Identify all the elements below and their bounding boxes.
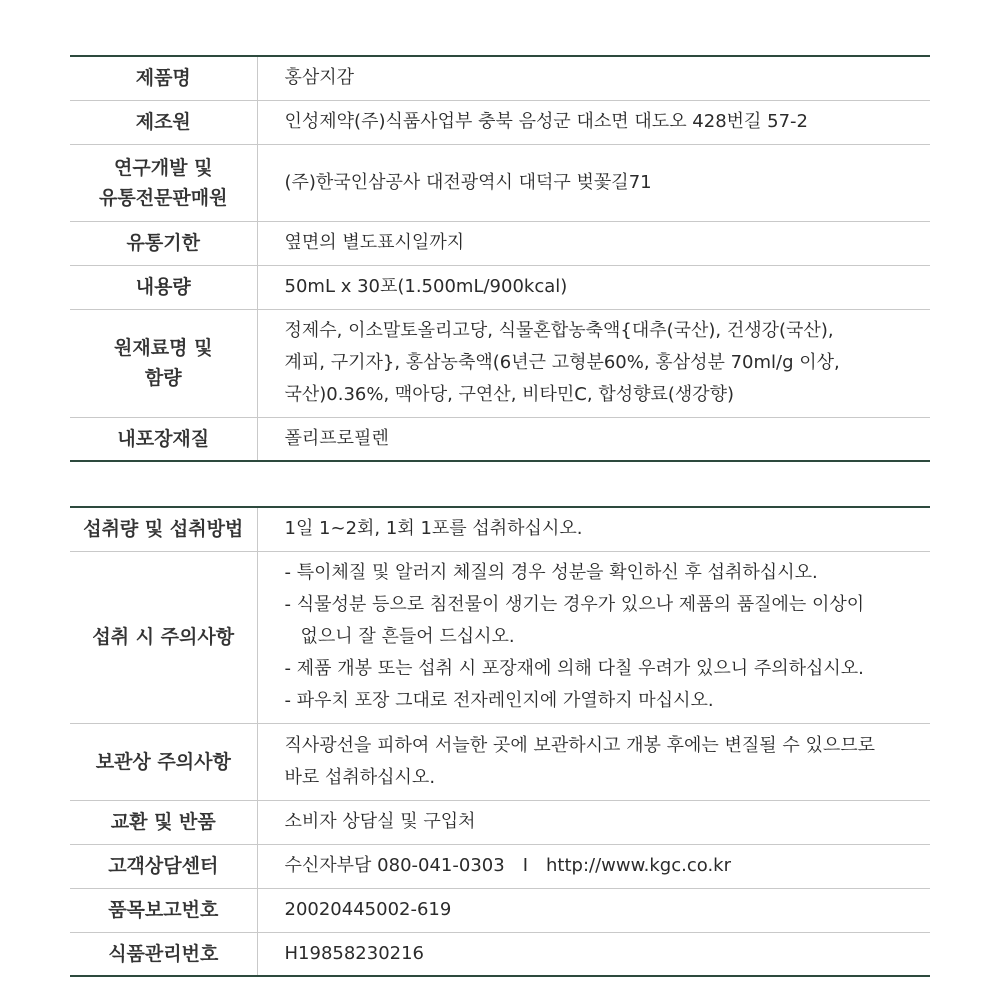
row-label: 제조원 [70,100,257,144]
row-value: (주)한국인삼공사 대전광역시 대덕구 벚꽃길71 [257,144,930,221]
intake-info-table [70,506,930,977]
row-label: 교환 및 반품 [70,800,257,844]
caution-list [257,551,930,723]
table-row [70,800,930,844]
row-label: 섭취 시 주의사항 [70,551,257,723]
row-value: 옆면의 별도표시일까지 [257,221,930,265]
phone-number: 수신자부담 080-041-0303 [284,855,505,876]
row-label: 품목보고번호 [70,888,257,932]
list-item: - 파우치 포장 그대로 전자레인지에 가열하지 마십시오. [284,690,714,711]
row-value: 50mL x 30포(1.500mL/900kcal) [257,265,930,309]
row-label: 식품관리번호 [70,932,257,976]
row-value: 소비자 상담실 및 구입처 [257,800,930,844]
row-label: 보관상 주의사항 [70,723,257,800]
row-value: H19858230216 [257,932,930,976]
row-value [257,844,930,888]
table-row [70,888,930,932]
table-row [70,265,930,309]
table-row [70,56,930,100]
table-row [70,144,930,221]
row-value: 인성제약(주)식품사업부 충북 음성군 대소면 대도오 428번길 57-2 [257,100,930,144]
row-value: 20020445002-619 [257,888,930,932]
row-label: 제품명 [70,56,257,100]
list-item: - 제품 개봉 또는 섭취 시 포장재에 의해 다칠 우려가 있으니 주의하십시오. [284,658,864,679]
table-row [70,932,930,976]
row-label: 섭취량 및 섭취방법 [70,507,257,551]
table-row [70,417,930,461]
row-value: 폴리프로필렌 [257,417,930,461]
table-row [70,507,930,551]
row-label: 유통기한 [70,221,257,265]
table-row [70,309,930,417]
row-label: 원재료명 및 함량 [70,309,257,417]
row-label: 고객상담센터 [70,844,257,888]
table-row [70,551,930,723]
row-label: 연구개발 및 유통전문판매원 [70,144,257,221]
table-row [70,100,930,144]
row-value: 1일 1~2회, 1회 1포를 섭취하십시오. [284,518,583,540]
row-value: 직사광선을 피하여 서늘한 곳에 보관하시고 개봉 후에는 변질될 수 있으므로 바로 섭취하십시오. [257,723,930,800]
row-label: 내용량 [70,265,257,309]
table-row [70,723,930,800]
product-info-table [70,55,930,462]
website-link[interactable]: http://www.kgc.co.kr [546,855,731,876]
table-row [70,221,930,265]
row-label: 내포장재질 [70,417,257,461]
row-value: 홍삼지감 [284,67,355,89]
list-item: - 식물성분 등으로 침전물이 생기는 경우가 있으나 제품의 품질에는 이상이 없으니 잘 흔들어 드십시오. [284,594,865,647]
table-row [70,844,930,888]
separator: I [522,855,528,876]
list-item: - 특이체질 및 알러지 체질의 경우 성분을 확인하신 후 섭취하십시오. [284,562,818,583]
row-value: 정제수, 이소말토올리고당, 식물혼합농축액{대추(국산), 건생강(국산), 계피, 구기자}, 홍삼농축액(6년근 고형분60%, 홍삼성분 70ml/g 이상, 국산)0.36%, 맥아당, 구연산, 비타민C, 합성향료(생강향) [257,309,930,417]
